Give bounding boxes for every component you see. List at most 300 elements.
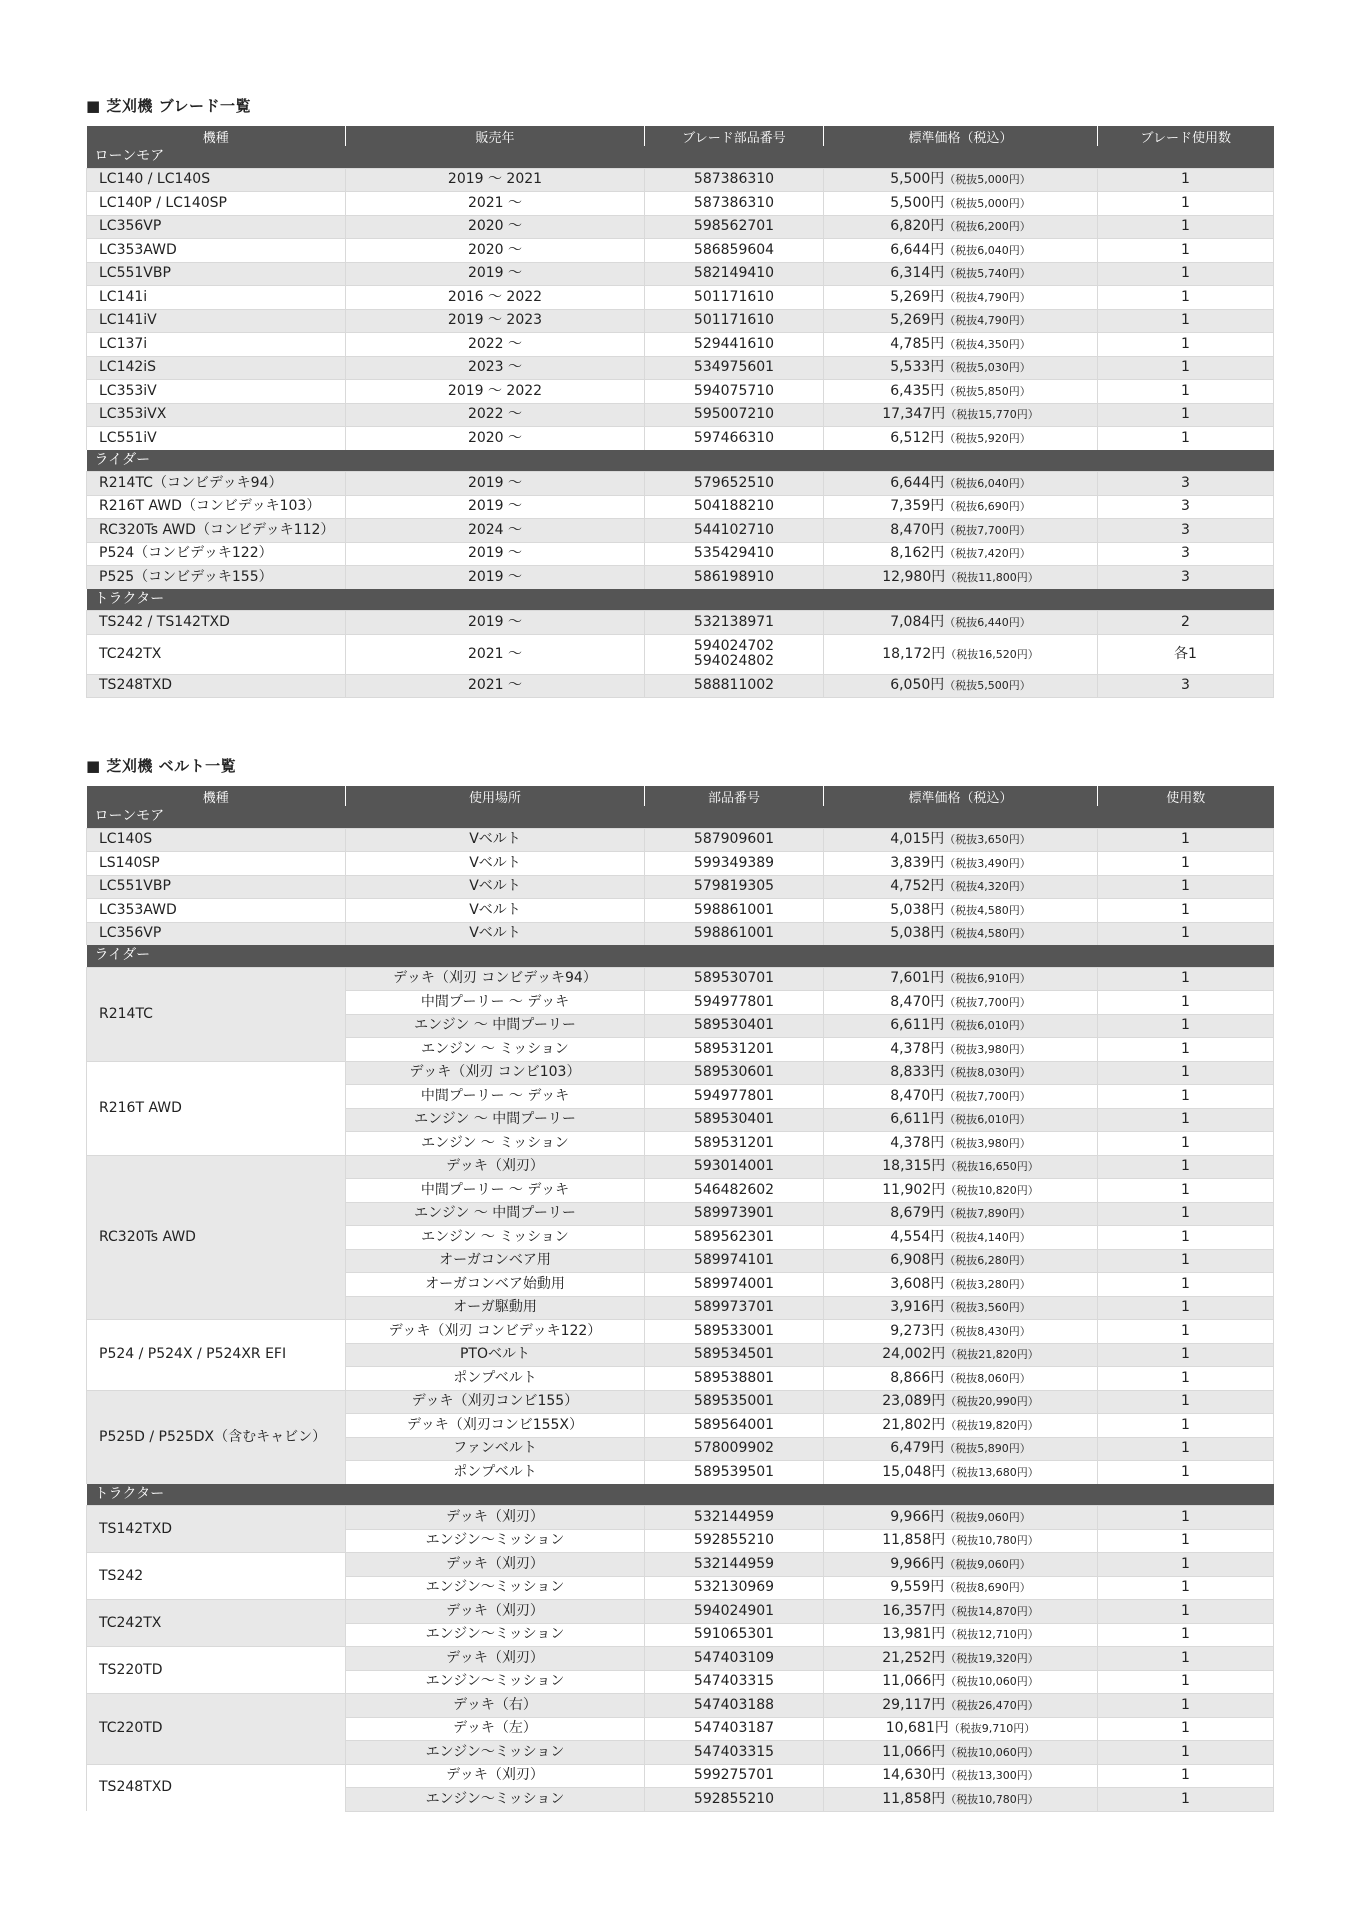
price-cell <box>824 1506 1098 1530</box>
location-cell: ポンプベルト <box>346 1461 645 1484</box>
price-cell <box>824 1461 1098 1484</box>
category-label: トラクター <box>87 1484 1274 1506</box>
price-cell <box>824 566 1098 589</box>
part-number-cell: 532144959 <box>645 1553 824 1577</box>
model-cell: TS248TXD <box>87 674 346 698</box>
qty-cell: 1 <box>1098 1226 1274 1250</box>
price-value: 14,630円 <box>882 1767 946 1784</box>
price-tax-excluded: （税抜26,470円） <box>945 1698 1039 1712</box>
price-value: 18,315円 <box>882 1158 946 1175</box>
qty-cell: 1 <box>1098 1647 1274 1671</box>
part-number-cell: 547403187 <box>645 1717 824 1741</box>
part-number-cell: 595007210 <box>645 403 824 427</box>
qty-cell: 1 <box>1098 1202 1274 1226</box>
table-row <box>87 852 1274 876</box>
price-value: 5,269円 <box>890 288 945 305</box>
model-cell: LS140SP <box>87 852 346 876</box>
location-cell: Vベルト <box>346 852 645 876</box>
price-value: 7,084円 <box>890 613 945 630</box>
price-tax-excluded: （税抜5,030円） <box>944 361 1031 375</box>
table-row <box>87 192 1274 216</box>
price-value: 15,048円 <box>882 1463 946 1480</box>
part-number-cell: 589538801 <box>645 1367 824 1391</box>
qty-cell: 1 <box>1098 1367 1274 1391</box>
price-cell <box>824 1764 1098 1788</box>
year-cell: 2019 ～ <box>346 611 645 635</box>
qty-cell: 1 <box>1098 1343 1274 1367</box>
location-cell: 中間プーリー ～ デッキ <box>346 1085 645 1109</box>
table-row <box>87 542 1274 566</box>
price-value: 11,066円 <box>882 1743 946 1760</box>
price-tax-excluded: （税抜6,010円） <box>944 1113 1031 1127</box>
category-row <box>87 1484 1274 1506</box>
part-number-cell: 588811002 <box>645 674 824 698</box>
price-tax-excluded: （税抜4,350円） <box>944 337 1031 351</box>
part-number-cell: 589530401 <box>645 1014 824 1038</box>
price-cell <box>824 1202 1098 1226</box>
price-tax-excluded: （税抜6,200円） <box>944 220 1031 234</box>
qty-cell: 2 <box>1098 611 1274 635</box>
blade-header-qty: ブレード使用数 <box>1098 126 1274 146</box>
price-value: 16,357円 <box>882 1602 946 1619</box>
table-row <box>87 875 1274 899</box>
part-number-cell: 587909601 <box>645 828 824 852</box>
price-tax-excluded: （税抜3,490円） <box>944 856 1031 870</box>
price-value: 6,820円 <box>890 218 945 235</box>
table-row <box>87 1694 1274 1718</box>
model-cell: TC220TD <box>87 1694 346 1765</box>
price-cell <box>824 309 1098 333</box>
table-row <box>87 828 1274 852</box>
price-tax-excluded: （税抜4,790円） <box>944 290 1031 304</box>
part-number-cell: 592855210 <box>645 1529 824 1553</box>
price-value: 6,644円 <box>890 474 945 491</box>
location-cell: エンジン ～ 中間プーリー <box>346 1202 645 1226</box>
qty-cell: 各1 <box>1098 634 1274 674</box>
model-cell: LC141i <box>87 286 346 310</box>
qty-cell: 1 <box>1098 1717 1274 1741</box>
price-tax-excluded: （税抜11,800円） <box>945 570 1039 584</box>
belt-header-qty: 使用数 <box>1098 786 1274 806</box>
category-row <box>87 146 1274 168</box>
part-number-cell: 535429410 <box>645 542 824 566</box>
part-number-cell: 589530701 <box>645 967 824 991</box>
price-value: 11,902円 <box>882 1181 946 1198</box>
price-value: 29,117円 <box>882 1696 946 1713</box>
price-value: 23,089円 <box>882 1393 946 1410</box>
part-number-cell: 544102710 <box>645 519 824 543</box>
price-value: 5,038円 <box>890 901 945 918</box>
belt-section <box>86 755 1273 1812</box>
year-cell: 2019 ～ <box>346 472 645 496</box>
location-cell: エンジン ～ 中間プーリー <box>346 1014 645 1038</box>
qty-cell: 1 <box>1098 1320 1274 1344</box>
price-cell <box>824 1529 1098 1553</box>
model-cell: TS242 <box>87 1553 346 1600</box>
qty-cell: 1 <box>1098 1576 1274 1600</box>
price-value: 8,833円 <box>890 1064 945 1081</box>
price-cell <box>824 542 1098 566</box>
part-number-cell: 589531201 <box>645 1038 824 1062</box>
part-number-cell: 598861001 <box>645 922 824 945</box>
location-cell: デッキ（右） <box>346 1694 645 1718</box>
price-tax-excluded: （税抜10,060円） <box>945 1745 1039 1759</box>
price-tax-excluded: （税抜5,920円） <box>944 431 1031 445</box>
model-cell: LC356VP <box>87 215 346 239</box>
part-number-cell: 594075710 <box>645 380 824 404</box>
qty-cell: 1 <box>1098 239 1274 263</box>
location-cell: デッキ（刈刃） <box>346 1600 645 1624</box>
location-cell: PTOベルト <box>346 1343 645 1367</box>
price-value: 24,002円 <box>882 1346 946 1363</box>
model-cell: LC141iV <box>87 309 346 333</box>
table-row <box>87 922 1274 945</box>
model-cell: R214TC <box>87 967 346 1061</box>
price-cell <box>824 472 1098 496</box>
table-row <box>87 1553 1274 1577</box>
price-tax-excluded: （税抜10,780円） <box>945 1792 1039 1806</box>
year-cell: 2024 ～ <box>346 519 645 543</box>
model-cell: TS248TXD <box>87 1764 346 1811</box>
blade-table-body <box>87 146 1274 698</box>
table-row <box>87 1390 1274 1414</box>
year-cell: 2020 ～ <box>346 239 645 263</box>
category-label: ローンモア <box>87 806 1274 828</box>
qty-cell: 1 <box>1098 286 1274 310</box>
table-row <box>87 674 1274 698</box>
part-number-cell: 599349389 <box>645 852 824 876</box>
price-cell <box>824 1694 1098 1718</box>
location-cell: エンジン～ミッション <box>346 1741 645 1765</box>
price-value: 6,512円 <box>890 429 945 446</box>
qty-cell: 1 <box>1098 1788 1274 1812</box>
year-cell: 2019 ～ 2023 <box>346 309 645 333</box>
price-value: 18,172円 <box>882 645 946 662</box>
table-row <box>87 634 1274 674</box>
price-tax-excluded: （税抜16,650円） <box>945 1160 1039 1174</box>
part-number-cell: 598861001 <box>645 899 824 923</box>
qty-cell: 1 <box>1098 1670 1274 1694</box>
price-cell <box>824 1670 1098 1694</box>
price-tax-excluded: （税抜3,980円） <box>944 1136 1031 1150</box>
qty-cell: 1 <box>1098 1038 1274 1062</box>
model-cell: RC320Ts AWD <box>87 1155 346 1320</box>
price-tax-excluded: （税抜15,770円） <box>945 408 1039 422</box>
part-number-cell: 594024901 <box>645 1600 824 1624</box>
year-cell: 2023 ～ <box>346 356 645 380</box>
location-cell: デッキ（刈刃） <box>346 1553 645 1577</box>
model-cell: LC353AWD <box>87 239 346 263</box>
qty-cell: 1 <box>1098 875 1274 899</box>
price-value: 10,681円 <box>885 1720 949 1737</box>
qty-cell: 1 <box>1098 922 1274 945</box>
blade-header-row <box>87 126 1274 146</box>
model-cell: LC353AWD <box>87 899 346 923</box>
part-number-cell: 501171610 <box>645 286 824 310</box>
location-cell: エンジン ～ ミッション <box>346 1132 645 1156</box>
qty-cell: 1 <box>1098 403 1274 427</box>
qty-cell: 1 <box>1098 1179 1274 1203</box>
location-cell: エンジン ～ ミッション <box>346 1038 645 1062</box>
qty-cell: 1 <box>1098 1085 1274 1109</box>
price-cell <box>824 356 1098 380</box>
price-value: 4,785円 <box>890 335 945 352</box>
price-tax-excluded: （税抜7,700円） <box>944 1089 1031 1103</box>
price-value: 5,500円 <box>890 171 945 188</box>
qty-cell: 1 <box>1098 1132 1274 1156</box>
qty-cell: 1 <box>1098 1600 1274 1624</box>
price-cell <box>824 674 1098 698</box>
price-tax-excluded: （税抜3,980円） <box>944 1042 1031 1056</box>
price-cell <box>824 1414 1098 1438</box>
price-cell <box>824 899 1098 923</box>
qty-cell: 1 <box>1098 1506 1274 1530</box>
part-number-cell: 597466310 <box>645 427 824 450</box>
price-value: 17,347円 <box>882 406 946 423</box>
location-cell: エンジン～ミッション <box>346 1529 645 1553</box>
qty-cell: 1 <box>1098 1764 1274 1788</box>
category-row <box>87 450 1274 472</box>
table-row <box>87 380 1274 404</box>
part-number-cell: 579819305 <box>645 875 824 899</box>
qty-cell: 1 <box>1098 262 1274 286</box>
model-cell: P525D / P525DX（含むキャビン） <box>87 1390 346 1484</box>
model-cell: R214TC（コンビデッキ94） <box>87 472 346 496</box>
year-cell: 2022 ～ <box>346 403 645 427</box>
price-value: 6,435円 <box>890 382 945 399</box>
location-cell: Vベルト <box>346 875 645 899</box>
qty-cell: 1 <box>1098 1461 1274 1484</box>
part-number: 594024802 <box>693 653 775 669</box>
table-row <box>87 427 1274 450</box>
qty-cell: 1 <box>1098 333 1274 357</box>
price-value: 4,378円 <box>890 1040 945 1057</box>
price-value: 4,015円 <box>890 831 945 848</box>
location-cell: デッキ（刈刃 コンビデッキ122） <box>346 1320 645 1344</box>
year-cell: 2021 ～ <box>346 674 645 698</box>
location-cell: ファンベルト <box>346 1437 645 1461</box>
table-row <box>87 899 1274 923</box>
price-tax-excluded: （税抜4,580円） <box>944 927 1031 941</box>
year-cell: 2021 ～ <box>346 192 645 216</box>
blade-header-model: 機種 <box>87 126 346 146</box>
price-cell <box>824 495 1098 519</box>
price-cell <box>824 1226 1098 1250</box>
qty-cell: 1 <box>1098 899 1274 923</box>
price-cell <box>824 1367 1098 1391</box>
model-cell: LC137i <box>87 333 346 357</box>
qty-cell: 1 <box>1098 828 1274 852</box>
category-row <box>87 945 1274 967</box>
qty-cell: 1 <box>1098 1437 1274 1461</box>
blade-section <box>86 95 1273 698</box>
part-number-cell: 594977801 <box>645 991 824 1015</box>
price-value: 11,066円 <box>882 1673 946 1690</box>
price-tax-excluded: （税抜5,740円） <box>944 267 1031 281</box>
location-cell: エンジン ～ ミッション <box>346 1226 645 1250</box>
part-number-cell: 547403315 <box>645 1670 824 1694</box>
part-number-cell: 532138971 <box>645 611 824 635</box>
price-cell <box>824 828 1098 852</box>
model-cell: LC551VBP <box>87 262 346 286</box>
model-cell: P525（コンビデッキ155） <box>87 566 346 589</box>
price-cell <box>824 239 1098 263</box>
price-value: 11,858円 <box>882 1532 946 1549</box>
qty-cell: 1 <box>1098 356 1274 380</box>
price-cell <box>824 1061 1098 1085</box>
qty-cell: 3 <box>1098 566 1274 589</box>
part-number-cell: 504188210 <box>645 495 824 519</box>
price-cell <box>824 1085 1098 1109</box>
qty-cell: 1 <box>1098 1529 1274 1553</box>
price-value: 6,611円 <box>890 1017 945 1034</box>
price-tax-excluded: （税抜8,030円） <box>944 1066 1031 1080</box>
price-cell <box>824 1249 1098 1273</box>
price-value: 13,981円 <box>882 1626 946 1643</box>
location-cell: デッキ（刈刃） <box>346 1647 645 1671</box>
price-cell <box>824 875 1098 899</box>
qty-cell: 1 <box>1098 309 1274 333</box>
price-tax-excluded: （税抜7,700円） <box>944 523 1031 537</box>
price-cell <box>824 380 1098 404</box>
belt-header-model: 機種 <box>87 786 346 806</box>
year-cell: 2019 ～ 2021 <box>346 168 645 192</box>
price-tax-excluded: （税抜4,320円） <box>944 880 1031 894</box>
part-number-cell: 587386310 <box>645 192 824 216</box>
table-row <box>87 356 1274 380</box>
model-cell: LC142iS <box>87 356 346 380</box>
part-number-cell: 589531201 <box>645 1132 824 1156</box>
price-value: 4,554円 <box>890 1228 945 1245</box>
price-tax-excluded: （税抜16,520円） <box>945 647 1039 661</box>
part-number-cell: 501171610 <box>645 309 824 333</box>
price-value: 5,038円 <box>890 925 945 942</box>
price-cell <box>824 1576 1098 1600</box>
part-number-cell: 591065301 <box>645 1623 824 1647</box>
price-cell <box>824 519 1098 543</box>
price-tax-excluded: （税抜9,710円） <box>948 1722 1036 1736</box>
part-number-cell: 547403109 <box>645 1647 824 1671</box>
qty-cell: 1 <box>1098 1014 1274 1038</box>
price-value: 6,611円 <box>890 1111 945 1128</box>
part-number-cell: 586198910 <box>645 566 824 589</box>
price-value: 3,839円 <box>890 854 945 871</box>
price-tax-excluded: （税抜7,420円） <box>944 547 1031 561</box>
model-cell: LC551VBP <box>87 875 346 899</box>
price-value: 8,470円 <box>890 993 945 1010</box>
location-cell: デッキ（刈刃コンビ155X） <box>346 1414 645 1438</box>
part-number-cell: 589973901 <box>645 1202 824 1226</box>
part-number-cell: 589564001 <box>645 1414 824 1438</box>
price-tax-excluded: （税抜6,910円） <box>944 972 1031 986</box>
belt-table-body <box>87 806 1274 1811</box>
part-number-cell: 547403315 <box>645 1741 824 1765</box>
price-tax-excluded: （税抜5,500円） <box>944 679 1031 693</box>
price-value: 21,802円 <box>882 1416 946 1433</box>
belt-header-row <box>87 786 1274 806</box>
table-row <box>87 1061 1274 1085</box>
price-value: 9,966円 <box>890 1555 945 1572</box>
price-tax-excluded: （税抜13,300円） <box>945 1769 1039 1783</box>
part-number-cell: 547403188 <box>645 1694 824 1718</box>
price-tax-excluded: （税抜4,790円） <box>944 314 1031 328</box>
price-value: 7,359円 <box>890 498 945 515</box>
table-row <box>87 1506 1274 1530</box>
price-tax-excluded: （税抜4,580円） <box>944 903 1031 917</box>
location-cell: エンジン～ミッション <box>346 1670 645 1694</box>
table-row <box>87 1320 1274 1344</box>
year-cell: 2019 ～ 2022 <box>346 380 645 404</box>
year-cell: 2022 ～ <box>346 333 645 357</box>
price-cell <box>824 1038 1098 1062</box>
part-number-cell: 598562701 <box>645 215 824 239</box>
year-cell: 2019 ～ <box>346 495 645 519</box>
qty-cell: 1 <box>1098 1741 1274 1765</box>
model-cell: TS142TXD <box>87 1506 346 1553</box>
price-cell <box>824 215 1098 239</box>
price-cell <box>824 168 1098 192</box>
part-number-cell: 589973701 <box>645 1296 824 1320</box>
part-number-cell: 534975601 <box>645 356 824 380</box>
price-tax-excluded: （税抜21,820円） <box>945 1348 1039 1362</box>
part-number-cell: 587386310 <box>645 168 824 192</box>
table-row <box>87 967 1274 991</box>
blade-header-part: ブレード部品番号 <box>645 126 824 146</box>
price-cell <box>824 1741 1098 1765</box>
price-cell <box>824 1600 1098 1624</box>
price-cell <box>824 1179 1098 1203</box>
qty-cell: 3 <box>1098 495 1274 519</box>
price-cell <box>824 1320 1098 1344</box>
model-cell: P524 / P524X / P524XR EFI <box>87 1320 346 1391</box>
price-value: 8,470円 <box>890 521 945 538</box>
model-cell: LC353iVX <box>87 403 346 427</box>
qty-cell: 1 <box>1098 852 1274 876</box>
price-cell <box>824 286 1098 310</box>
category-label: ライダー <box>87 450 1274 472</box>
price-tax-excluded: （税抜6,690円） <box>944 500 1031 514</box>
part-number-cell: 589534501 <box>645 1343 824 1367</box>
price-value: 6,644円 <box>890 241 945 258</box>
belt-header-price: 標準価格（税込） <box>824 786 1098 806</box>
part-number-cell: 589535001 <box>645 1390 824 1414</box>
price-value: 5,500円 <box>890 194 945 211</box>
price-cell <box>824 1437 1098 1461</box>
price-cell <box>824 1717 1098 1741</box>
belt-section-title: ■ 芝刈機 ベルト一覧 <box>86 757 237 775</box>
location-cell: デッキ（刈刃） <box>346 1506 645 1530</box>
location-cell: デッキ（刈刃） <box>346 1155 645 1179</box>
price-cell <box>824 1788 1098 1812</box>
model-cell: R216T AWD（コンビデッキ103） <box>87 495 346 519</box>
location-cell: Vベルト <box>346 922 645 945</box>
model-cell: TC242TX <box>87 634 346 674</box>
location-cell: デッキ（刈刃コンビ155） <box>346 1390 645 1414</box>
model-cell: LC140S <box>87 828 346 852</box>
part-number-cell: 592855210 <box>645 1788 824 1812</box>
table-row <box>87 566 1274 589</box>
price-cell <box>824 333 1098 357</box>
price-tax-excluded: （税抜19,820円） <box>945 1418 1039 1432</box>
category-row <box>87 589 1274 611</box>
category-row <box>87 806 1274 828</box>
qty-cell: 1 <box>1098 1108 1274 1132</box>
table-row <box>87 519 1274 543</box>
price-value: 5,269円 <box>890 312 945 329</box>
qty-cell: 1 <box>1098 1155 1274 1179</box>
price-tax-excluded: （税抜3,560円） <box>944 1301 1031 1315</box>
price-tax-excluded: （税抜8,060円） <box>944 1371 1031 1385</box>
